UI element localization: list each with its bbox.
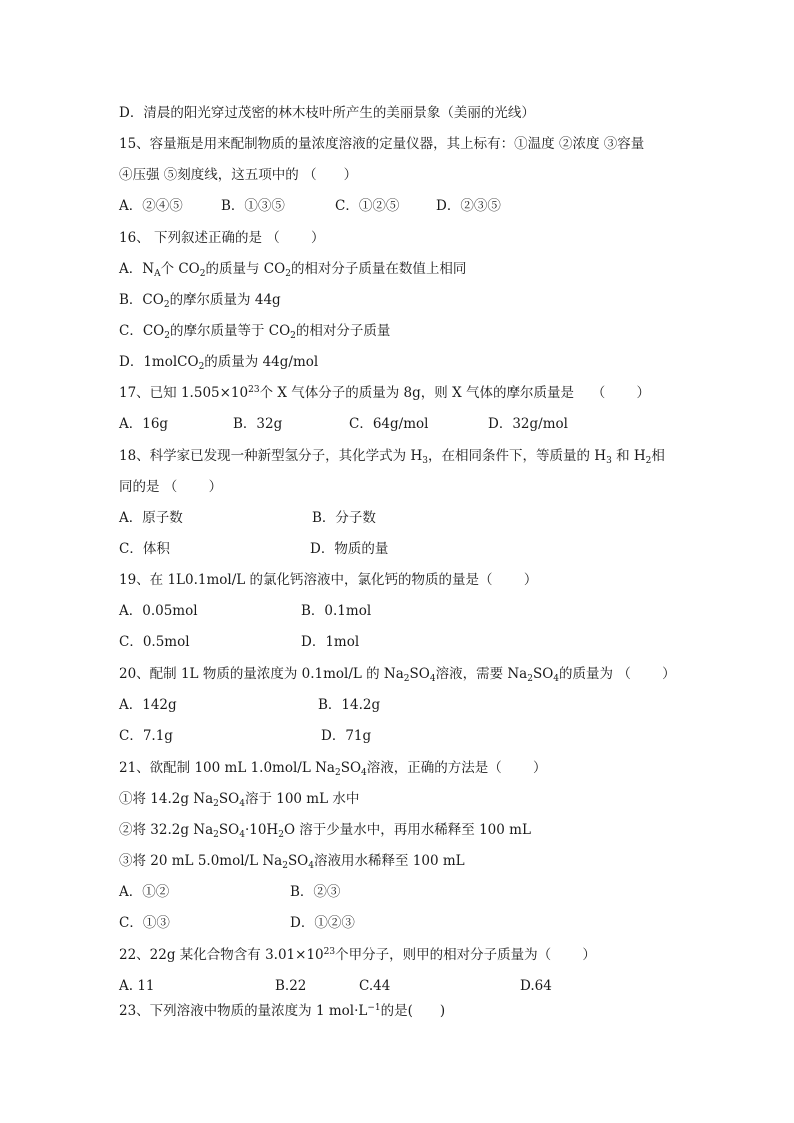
q22-option-d: D.64: [520, 978, 552, 994]
q16-option-d: D．1molCO$_2$的质量为 44g/mol: [119, 354, 319, 372]
q21-option-a: A．①②: [119, 884, 170, 900]
q17-option-c: C．64g/mol: [349, 416, 429, 432]
q16-option-a: A．$N_A$个 $CO_2$的质量与 $CO_2$的相对分子质量在数值上相同: [119, 261, 467, 279]
q22-stem: 22、22g 某化合物含有 $3.01\times 10^{23}$个甲分子，则甲的相对分子质量为（ ）: [119, 947, 596, 963]
q22-option-c: C.44: [359, 978, 391, 994]
q21-item-2: ②将 32.2g $Na_2SO_4\cdot 10H_2O$ 溶于少量水中，再用水稀释至 100 mL: [119, 822, 531, 840]
q15-option-d: D．②③⑤: [436, 198, 501, 214]
q15-option-a: A．②④⑤: [119, 198, 183, 214]
q15-option-c: C．①②⑤: [335, 198, 400, 214]
q17-option-d: D．32g/mol: [488, 416, 568, 432]
q15-stem-line1: 15、容量瓶是用来配制物质的量浓度溶液的定量仪器，其上标有：①温度 ②浓度 ③容量: [119, 136, 645, 152]
q19-option-b: B．0.1mol: [301, 603, 372, 619]
q18-stem-line2: 同的是 （ ）: [119, 479, 223, 495]
q15-stem-line2: ④压强 ⑤刻度线，这五项中的 （ ）: [119, 167, 358, 183]
q15-option-b: B．①③⑤: [221, 198, 285, 214]
q20-stem: 20、配制 1L 物质的量浓度为 0.1mol/L 的 $Na_2SO_4$溶液，需要 $Na_2SO_4$的质量为 （ ）: [119, 666, 676, 684]
q18-option-a: A．原子数: [119, 510, 183, 526]
q17-option-a: A．16g: [119, 416, 169, 432]
q18-option-c: C．体积: [119, 541, 170, 557]
q21-stem: 21、欲配制 100 mL 1.0mol/L $Na_2SO_4$溶液，正确的方法是（ ）: [119, 760, 547, 778]
q19-stem: 19、在 1L0.1mol/L 的氯化钙溶液中，氯化钙的物质的量是（ ）: [119, 572, 538, 588]
q21-option-b: B．②③: [290, 884, 341, 900]
q21-item-1: ①将 14.2g $Na_2SO_4$溶于 100 mL 水中: [119, 791, 360, 809]
q18-option-d: D．物质的量: [310, 541, 389, 557]
q20-option-c: C．7.1g: [119, 728, 173, 744]
q19-option-c: C．0.5mol: [119, 634, 190, 650]
q19-option-a: A．0.05mol: [119, 603, 198, 619]
q18-option-b: B．分子数: [312, 510, 376, 526]
q20-option-a: A．142g: [119, 697, 177, 713]
q17-option-b: B．32g: [233, 416, 283, 432]
q21-option-c: C．①③: [119, 915, 170, 931]
q22-option-b: B.22: [275, 978, 307, 994]
q19-option-d: D．1mol: [301, 634, 360, 650]
q17-stem: 17、已知 $1.505\times 10^{23}$个 X 气体分子的质量为 8g，则 X 气体的摩尔质量是 （ ）: [119, 385, 651, 401]
q20-option-b: B．14.2g: [318, 697, 381, 713]
q18-stem-line1: 18、科学家已发现一种新型氢分子，其化学式为 $H_3$，在相同条件下，等质量的 $H_3$ 和 $H_2$相: [119, 448, 665, 466]
q16-stem: 16、 下列叙述正确的是 （ ）: [119, 230, 325, 246]
q16-option-c: C．$CO_2$的摩尔质量等于 $CO_2$的相对分子质量: [119, 323, 391, 341]
q20-option-d: D．71g: [321, 728, 372, 744]
q23-stem: 23、下列溶液中物质的量浓度为 1 $mol\cdot L^{-1}$的是( ): [119, 1003, 446, 1019]
q14-option-d: D．清晨的阳光穿过茂密的林木枝叶所产生的美丽景象（美丽的光线）: [119, 105, 535, 121]
q16-option-b: B．$CO_2$的摩尔质量为 44g: [119, 292, 281, 310]
q21-item-3: ③将 20 mL 5.0mol/L $Na_2SO_4$溶液用水稀释至 100 mL: [119, 853, 465, 871]
q21-option-d: D．①②③: [290, 915, 355, 931]
q22-option-a: A. 11: [119, 978, 155, 994]
